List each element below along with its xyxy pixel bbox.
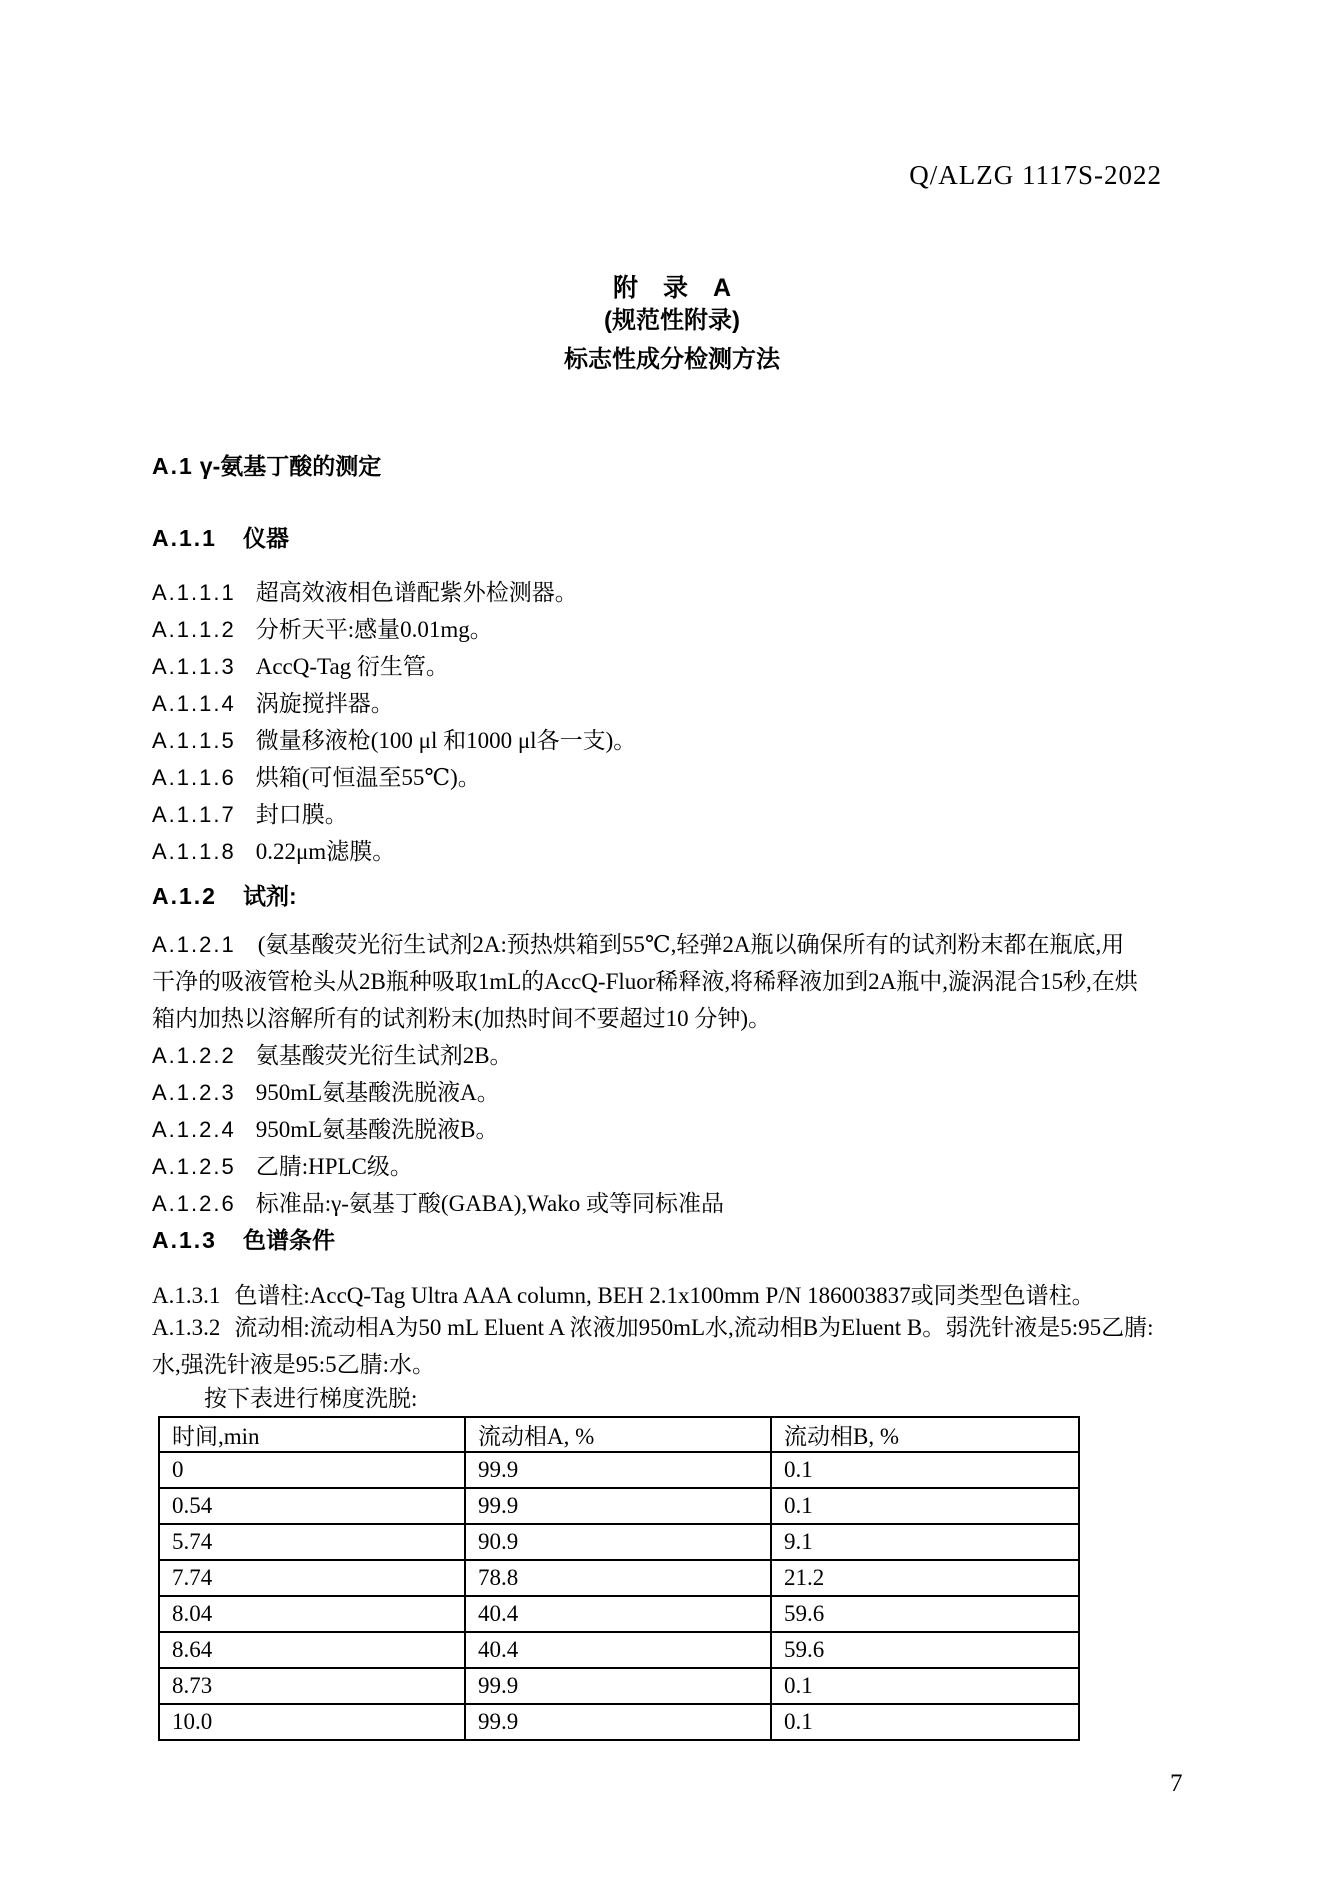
paragraph-text: (氨基酸荧光衍生试剂2A:预热烘箱到55℃,轻弹2A瓶以确保所有的试剂粉末都在瓶底,用 [257, 932, 1125, 957]
item-number: A.1.1.8 [152, 839, 236, 864]
item-text: 分析天平:感量0.01mg。 [255, 617, 493, 642]
doc-number: Q/ALZG 1117S-2022 [909, 160, 1162, 190]
table-cell: 0.54 [159, 1488, 465, 1524]
paragraph-line: 干净的吸液管枪头从2B瓶种吸取1mL的AccQ-Fluor稀释液,将稀释液加到2A瓶中,漩涡混合15秒,在烘 [152, 969, 1138, 994]
appendix-title: 附 录 A [612, 274, 732, 302]
section-a1-number: A.1 [152, 453, 194, 479]
section-a13-number: A.1.3 [152, 1227, 217, 1253]
item-number: A.1.2.2 [152, 1043, 236, 1068]
item-text: 950mL氨基酸洗脱液A。 [255, 1080, 500, 1105]
list-item [152, 685, 394, 718]
list-item [152, 833, 395, 866]
section-a13-title: 色谱条件 [242, 1227, 335, 1253]
list-item [152, 1148, 413, 1181]
list-item [152, 574, 578, 607]
table-row [159, 1560, 1079, 1596]
item-text: 涡旋搅拌器。 [255, 691, 394, 716]
section-a12-number: A.1.2 [152, 883, 217, 909]
list-item [152, 722, 636, 755]
table-cell: 9.1 [771, 1524, 1079, 1560]
list-item [152, 759, 481, 792]
item-number: A.1.1.4 [152, 691, 236, 716]
section-a1-heading [152, 448, 381, 481]
item-text: 乙腈:HPLC级。 [255, 1154, 413, 1179]
item-text: 950mL氨基酸洗脱液B。 [255, 1117, 499, 1142]
section-a13-heading [152, 1222, 335, 1255]
table-cell: 8.64 [159, 1632, 465, 1668]
table-row [159, 1596, 1079, 1632]
table-cell: 0 [159, 1452, 465, 1488]
table-cell: 40.4 [465, 1596, 771, 1632]
list-item [152, 1185, 724, 1218]
table-cell: 59.6 [771, 1632, 1079, 1668]
item-text: 超高效液相色谱配紫外检测器。 [255, 580, 578, 605]
item-number: A.1.2.4 [152, 1117, 236, 1142]
item-number: A.1.2.6 [152, 1191, 236, 1216]
item-text: AccQ-Tag 衍生管。 [255, 654, 449, 679]
table-cell: 0.1 [771, 1488, 1079, 1524]
item-number: A.1.1.2 [152, 617, 236, 642]
paragraph-text: 色谱柱:AccQ-Tag Ultra AAA column, BEH 2.1x100mm P/N 186003837或同类型色谱柱。 [234, 1283, 1095, 1308]
appendix-method-title: 标志性成分检测方法 [564, 346, 780, 373]
item-number: A.1.2.3 [152, 1080, 236, 1105]
item-text: 0.22μm滤膜。 [255, 839, 396, 864]
section-a12-heading [152, 878, 297, 911]
list-item [152, 796, 348, 829]
item-number: A.1.1.5 [152, 728, 236, 753]
table-cell: 21.2 [771, 1560, 1079, 1596]
table-header-cell: 时间,min [159, 1417, 465, 1452]
page-number: 7 [1170, 1770, 1183, 1797]
table-row [159, 1632, 1079, 1668]
table-cell: 10.0 [159, 1704, 465, 1740]
table-row [159, 1668, 1079, 1704]
table-row [159, 1524, 1079, 1560]
table-cell: 59.6 [771, 1596, 1079, 1632]
table-row [159, 1704, 1079, 1740]
table-cell: 99.9 [465, 1704, 771, 1740]
list-item [152, 648, 449, 681]
table-cell: 7.74 [159, 1560, 465, 1596]
paragraph-line [152, 1277, 1218, 1310]
table-header-row [159, 1417, 1079, 1452]
item-text: 氨基酸荧光衍生试剂2B。 [255, 1043, 513, 1068]
list-item [152, 1111, 499, 1144]
item-number: A.1.3.1 [152, 1283, 221, 1308]
table-cell: 78.8 [465, 1560, 771, 1596]
paragraph-line: 水,强洗针液是95:5乙腈:水。 [152, 1352, 436, 1377]
item-number: A.1.2.5 [152, 1154, 236, 1179]
section-a1-title: γ-氨基丁酸的测定 [199, 453, 382, 479]
table-cell: 8.04 [159, 1596, 465, 1632]
section-a11-number: A.1.1 [152, 525, 217, 551]
table-cell: 8.73 [159, 1668, 465, 1704]
item-number: A.1.3.2 [152, 1315, 221, 1340]
list-item [152, 1074, 500, 1107]
paragraph-text: 流动相:流动相A为50 mL Eluent A 浓液加950mL水,流动相B为Eluent B。弱洗针液是5:95乙腈: [234, 1315, 1154, 1340]
table-cell: 0.1 [771, 1704, 1079, 1740]
table-row [159, 1452, 1079, 1488]
item-text: 标准品:γ-氨基丁酸(GABA),Wako 或等同标准品 [255, 1191, 724, 1216]
item-number: A.1.2.1 [152, 932, 236, 957]
item-text: 封口膜。 [255, 802, 348, 827]
table-cell: 40.4 [465, 1632, 771, 1668]
item-number: A.1.1.6 [152, 765, 236, 790]
gradient-elution-table [158, 1416, 1080, 1741]
paragraph-line [152, 926, 1218, 959]
table-cell: 99.9 [465, 1668, 771, 1704]
section-a11-title: 仪器 [242, 525, 289, 551]
item-text: 微量移液枪(100 μl 和1000 μl各一支)。 [255, 728, 637, 753]
item-number: A.1.1.7 [152, 802, 236, 827]
table-cell: 5.74 [159, 1524, 465, 1560]
table-cell: 90.9 [465, 1524, 771, 1560]
item-number: A.1.1.1 [152, 580, 236, 605]
table-cell: 99.9 [465, 1488, 771, 1524]
table-cell: 0.1 [771, 1668, 1079, 1704]
paragraph-line [152, 1309, 1218, 1342]
section-a11-heading [152, 520, 289, 553]
section-a12-title: 试剂: [242, 883, 297, 909]
table-header-cell: 流动相A, % [465, 1417, 771, 1452]
list-item [152, 611, 493, 644]
paragraph-line: 箱内加热以溶解所有的试剂粉末(加热时间不要超过10 分钟)。 [152, 1006, 772, 1031]
table-header-cell: 流动相B, % [771, 1417, 1079, 1452]
table-cell: 99.9 [465, 1452, 771, 1488]
table-row [159, 1488, 1079, 1524]
item-number: A.1.1.3 [152, 654, 236, 679]
table-cell: 0.1 [771, 1452, 1079, 1488]
list-item [152, 1037, 513, 1070]
table-intro: 按下表进行梯度洗脱: [204, 1386, 418, 1411]
appendix-subtitle: (规范性附录) [604, 307, 740, 334]
item-text: 烘箱(可恒温至55℃)。 [255, 765, 481, 790]
